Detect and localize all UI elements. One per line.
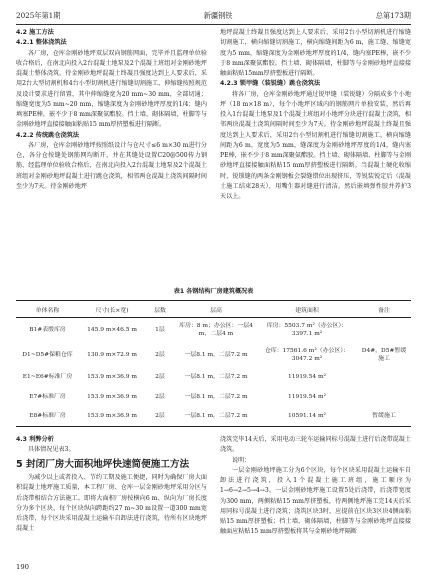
header-rule: [16, 24, 411, 25]
left-column-top: [16, 28, 207, 283]
col-header-name: 单体名称: [35, 307, 60, 314]
section-5-title: 5 封闭厂房大面积地坪快速简便施工方法: [16, 458, 190, 470]
cell-area: 11919.54 m²: [288, 393, 326, 400]
cell-name: E8#标准厂房: [29, 412, 66, 419]
col-header-area: 建筑面积: [295, 307, 319, 314]
paragraph-4-3: 具体情况见表3。: [28, 446, 75, 454]
paragraph-4-2-2: 各厂房，仓库金刚砂地坪按照纸设计与仓尺寸≤6 m×30 m进行分仓，各分仓按缝处钢筋网均断开，并在其缝处设置C20@500传力钢筋，经监理单位验收合格后，在南北向投入2台混凝土地泵及2个混凝土班组对金刚砂地坪混凝土进行跳仓浇筑，相邻两仓混凝土浇筑间隔时间至少为7天。待金刚砂地坪: [16, 141, 207, 190]
right-column-bottom: [220, 435, 411, 559]
cell-size: 145.9 m×46.5 m: [87, 327, 137, 333]
cell-size: 153.9 m×36.9 m: [87, 393, 137, 400]
cell-size: 153.9 m×36.9 m: [87, 412, 137, 419]
left-column-bottom: [16, 435, 207, 559]
cell-floors: 1层: [155, 327, 165, 333]
cell-size: 153.9 m×36.9 m: [87, 374, 137, 380]
paragraph-4-2-2-continued: 地坪混凝土终凝且强度达到上人要求后，采用2台小型切割机进行缩缝切割施工，横向缩缝切割施工，横向缩缝间距为6 m，施工缝、缩缝宽度为5 mm，缩缝深度为金刚砂地坪厚度的1/4，缝内塞PE棒，嵌不少于8 mm深聚氨酯胶。挡土墙、砌体隔墙，柱脚等与金刚砂地坪直接接触面粘贴15mm厚挤塑板进行隔断。: [220, 29, 411, 77]
table-header-row: [16, 301, 411, 318]
building-table: [16, 287, 411, 427]
table-row: [16, 407, 411, 427]
right-column-top: [220, 28, 411, 283]
heading-4-3: 4.3 利弊分析: [16, 436, 54, 443]
heading-4-2-3: 4.2.3 锁甲缝（装锐缝）跳仓浇筑法: [220, 80, 321, 88]
cell-area: 库房：5503.7 m²（办公区）：3397.1 m²: [266, 322, 348, 338]
table-title: 表1 各钢结构厂房建筑概况表: [173, 288, 254, 295]
building-overview-table: [16, 300, 411, 427]
cell-name: B1#表殷库房: [29, 327, 66, 333]
paragraph-5: 为减少以上或者投入、节约工期及施工便捷，同时为确保厂房大面积混凝土地坪施工质量，本工程厂房、仓库一层金刚砂地坪采用分区与后浇带相结合方法施工。即将大面积厂房按横向6 m、纵向为厂房长度分为多个区块，每个区块纵向跨距约27 m~30 m设置一道300 mm宽后浇带，每个区块采用混凝土运输车自卸法进行浇筑，待所有区块地坪混凝土: [16, 474, 207, 533]
col-header-note: 备注: [378, 307, 390, 314]
cell-area: 11919.54 m²: [288, 374, 326, 380]
cell-height: 一层8.1 m，二层7.2 m: [184, 393, 248, 400]
col-header-floors: 层数: [154, 307, 166, 314]
table-row: [16, 343, 411, 368]
cell-name: E1~E6#标准厂房: [22, 374, 73, 380]
header-journal: 新疆钢铁: [203, 11, 233, 20]
cell-note: [357, 368, 411, 388]
table-row: [16, 387, 411, 407]
cell-height: 一层8.1 m，二层7.2 m: [184, 351, 248, 358]
cell-floors: 2层: [155, 374, 165, 380]
heading-4-2-1: 4.2.1 整体浇筑法: [16, 39, 67, 47]
heading-4-2: 4.2 施工方法: [16, 29, 54, 36]
cell-area: 10591.14 m²: [288, 412, 326, 419]
table-row: [16, 368, 411, 388]
cell-height: 一层8.1 m，二层7.2 m: [184, 412, 248, 419]
cell-height: 库房：8 m；办公区：一层4 m，二层4 m: [179, 322, 253, 338]
col-header-height: 层高: [210, 307, 222, 314]
cell-note: 暂缓施工: [372, 412, 396, 419]
cell-floors: 2层: [155, 412, 165, 419]
header-total-issue: 总第173期: [375, 11, 411, 20]
cell-area: 仓库：17561.6 m²（办公区）：3047.2 m²: [264, 347, 350, 362]
cell-note: D4#，D5#暂缓施工: [361, 347, 407, 362]
cell-floors: 2层: [155, 393, 165, 400]
page-header: [16, 10, 411, 22]
header-issue: 2025年第1期: [16, 11, 61, 20]
cell-height: 一层8.1 m，二层7.2 m: [184, 374, 248, 380]
cell-size: 130.9 m×72.9 m: [87, 351, 137, 358]
page-number: 190: [16, 563, 29, 571]
cell-floors: 2层: [155, 351, 165, 358]
paragraph-4-2-1: 各厂房，仓库金刚砂地坪双层双向钢筋网面，完毕并且监理单位验收合格后，在南北向投入2台混凝土地泵及2个混凝土班组对金刚砂地坪混凝土整体浇筑。待金刚砂地坪混凝土终凝且强度达到上人要求后，采用2台大型切割机和4台小型切割机进行缩缝切割施工，伸缩缝按照规范及设计要求进行留置，其中伸缩缝宽为20 mm~30 mm，全部切通；缩缝宽度为5 mm~20 mm，缩缝深度为金刚砂地坪厚度的1/4；缝内填塞PE棒，嵌不少于8 mm深聚氨酯胶。挡土墙、砌体隔墙、柱脚等与金刚砂地坪直接接触面粘贴15 mm厚挤塑板进行隔断。: [16, 49, 207, 129]
paragraph-note: 一层金刚砂地坪施工分为6个区块，每个区块采用混凝土运输车自卸法进行浇筑，投入1个混凝土施工班组，施工顺序为1→6→2→5→4→3。一层金刚砂地坪施工设置5处后浇带，后浇带宽度为300 mm，两侧粘贴15 mm厚挤塑板，待两侧地坪施工完14天后采用同标号混凝土进行浇筑；浇筑区块3时，应提前在区块3区块4侧面粘贴15 mm厚挤塑板；挡土墙、砌体隔墙，柱脚等与金刚砂地坪直接接触面应粘贴15 mm厚挤塑板将其与金刚砂地坪隔断: [220, 466, 411, 536]
paragraph-4-2-3: 将各厂房，仓库金刚砂地坪通过锐甲缝（装锐缝）分隔成多个小地坪（18 m×18 m），每个小地坪区域内的钢筋网片单独安装，然后再投入1台混凝土地泵及1个混凝土班组对小地坪分块进行混凝土浇筑，相邻两块混凝土浇筑间隔时间至少为7天。待金刚砂地坪混凝土终凝且强度达到上人要求后，采用2台小型切割机进行缩缝切割施工，横向缩缝间距为6 m，宽度为5 mm，缝深度为金刚砂地坪厚度的1/4，缝内塞PE棒，嵌不少于8 mm深聚氨酯胶。挡土墙、砌体隔墙、柱脚等与金刚砂地坪直接接触面粘贴15 mm厚挤塑板进行隔断。当混凝土硬化收缩时，锐锁缝的两条金刚钢板会裂缝错位出现挤压，等锐装锐定后（混凝土施工结束28天），用嘴生器对缝进行清洁，然后嵌填弹性胶并养护3天以上。: [220, 90, 411, 200]
paragraph-5-continued: 浇筑完毕14天后，采用电动三轮车运输同标号混凝土进行后浇带混凝土浇筑。: [220, 436, 411, 454]
table-row: [16, 318, 411, 343]
col-header-size: 尺寸(长×宽): [95, 307, 129, 314]
heading-4-2-2: 4.2.2 传统跳仓浇筑法: [16, 131, 80, 139]
cell-name: E7#标准厂房: [29, 393, 66, 400]
note-label: 说明：: [232, 456, 251, 464]
cell-name: D1~D5#保粮仓库: [22, 351, 73, 358]
cell-note: [357, 318, 411, 343]
cell-note: [357, 387, 411, 407]
